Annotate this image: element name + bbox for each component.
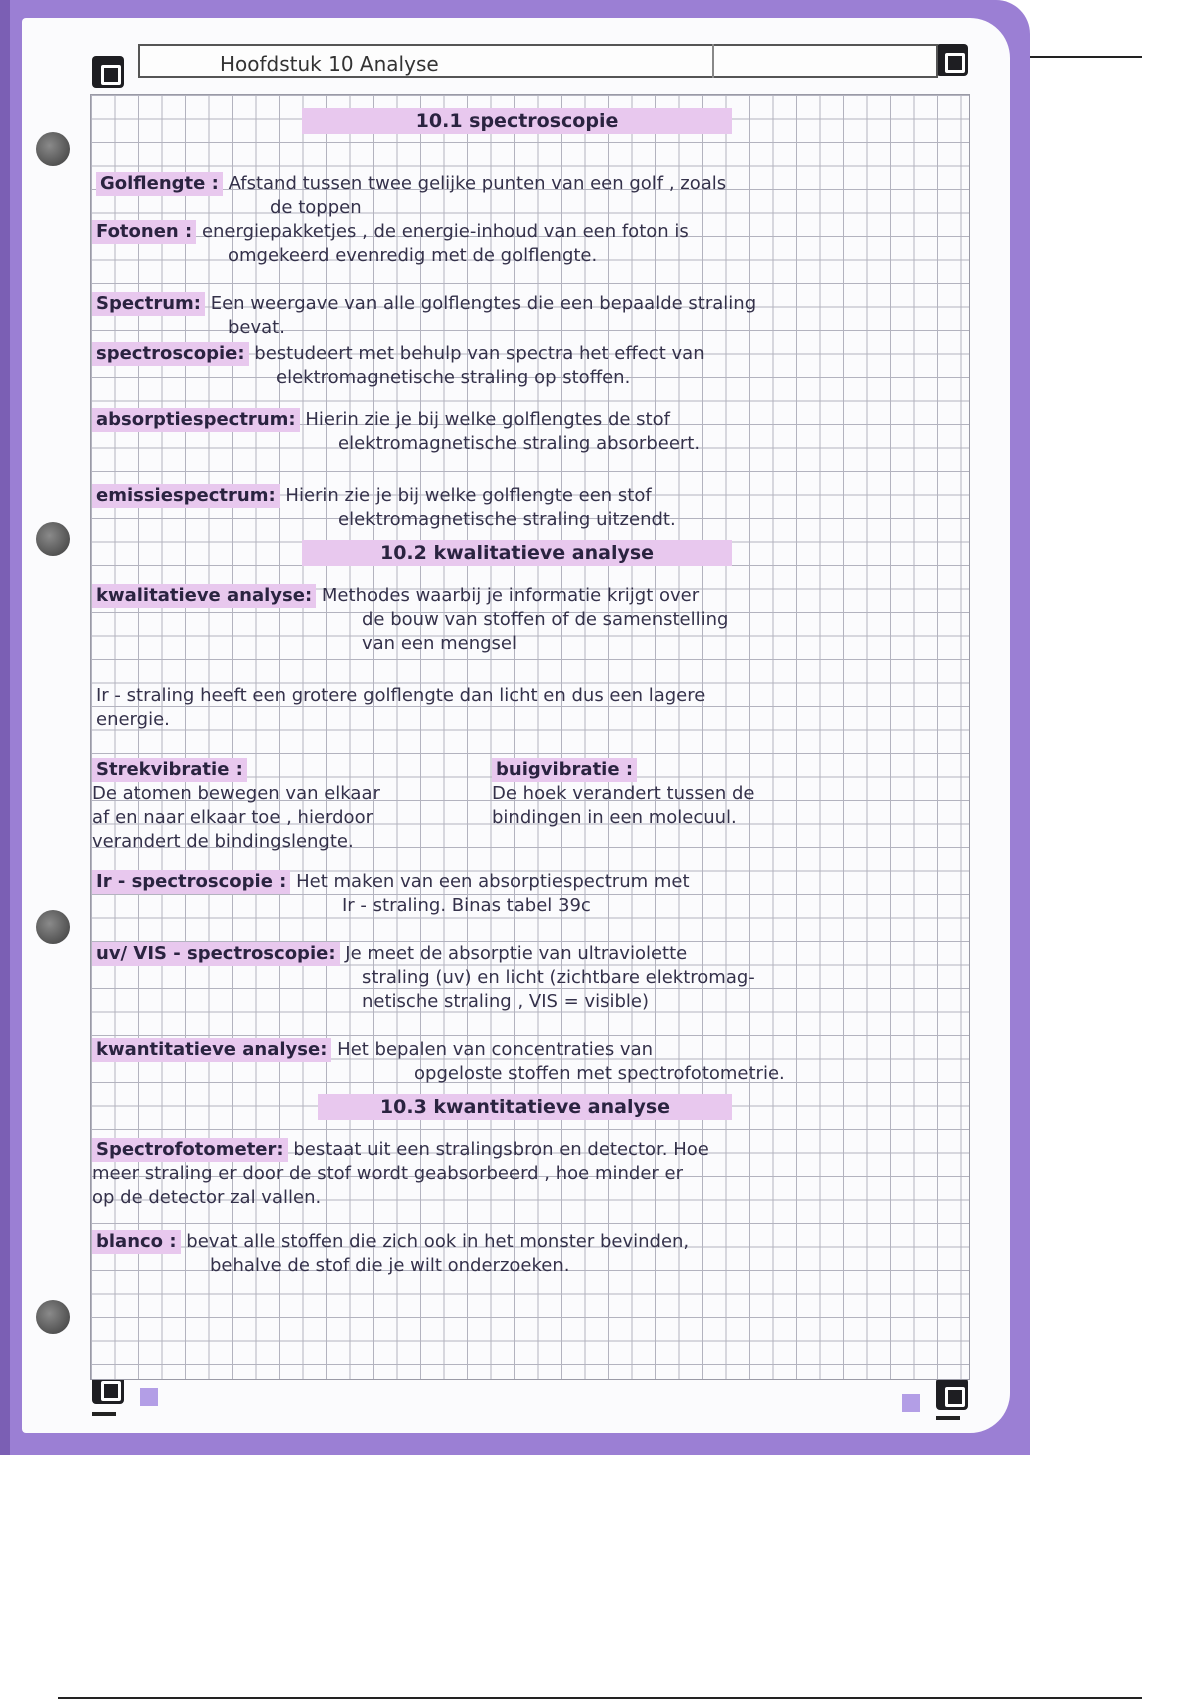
term-label: Fotonen : <box>92 220 196 244</box>
definition-text: Ir - straling. Binas tabel 39c <box>342 895 591 916</box>
punch-hole <box>36 522 70 556</box>
definition-text: netische straling , VIS = visible) <box>362 991 650 1012</box>
corner-marker-icon <box>92 56 124 88</box>
definition-text: bestaat uit een stralingsbron en detector. Hoe <box>293 1139 709 1160</box>
term-label: absorptiespectrum: <box>92 408 300 432</box>
definition-text: Een weergave van alle golflengtes die een bepaalde straling <box>210 293 757 314</box>
definition-text: energiepakketjes , de energie-inhoud van een foton is <box>201 221 689 242</box>
entry-spectrum <box>92 292 967 340</box>
definition-text: De hoek verandert tussen de <box>492 783 755 804</box>
notes-content <box>92 94 970 1380</box>
entry-ir-note <box>96 684 966 732</box>
definition-text: Hierin zie je bij welke golflengte een stof <box>285 485 652 506</box>
definition-text: Methodes waarbij je informatie krijgt over <box>321 585 700 606</box>
term-label: Spectrum: <box>92 292 205 316</box>
section-heading-spectroscopie: 10.1 spectroscopie <box>302 108 732 134</box>
definition-text: Afstand tussen twee gelijke punten van een golf , zoals <box>228 173 727 194</box>
definition-text: elektromagnetische straling op stoffen. <box>276 367 631 388</box>
definition-text: op de detector zal vallen. <box>92 1187 322 1208</box>
notebook-sheet <box>22 18 1010 1433</box>
term-label: Ir - spectroscopie : <box>92 870 290 894</box>
definition-text: omgekeerd evenredig met de golflengte. <box>228 245 598 266</box>
term-label: blanco : <box>92 1230 181 1254</box>
definition-text: Je meet de absorptie van ultraviolette <box>345 943 688 964</box>
definition-text: elektromagnetische straling uitzendt. <box>338 509 676 530</box>
entry-absorptiespectrum <box>92 408 962 456</box>
entry-emissiespectrum <box>92 484 962 532</box>
definition-text: af en naar elkaar toe , hierdoor <box>92 807 373 828</box>
top-rule <box>1030 56 1142 58</box>
entry-fotonen <box>92 220 962 268</box>
entry-strekvibratie <box>92 758 492 854</box>
entry-uv-vis-spectroscopie <box>92 942 962 1014</box>
term-label: emissiespectrum: <box>92 484 280 508</box>
term-label: uv/ VIS - spectroscopie: <box>92 942 340 966</box>
definition-text: bestudeert met behulp van spectra het effect van <box>254 343 705 364</box>
definition-text: verandert de bindingslengte. <box>92 831 354 852</box>
term-label: kwalitatieve analyse: <box>92 584 316 608</box>
term-label: Spectrofotometer: <box>92 1138 288 1162</box>
entry-ir-spectroscopie <box>92 870 962 918</box>
definition-text: De atomen bewegen van elkaar <box>92 783 380 804</box>
term-label: spectroscopie: <box>92 342 249 366</box>
definition-text: behalve de stof die je wilt onderzoeken. <box>210 1255 570 1276</box>
term-label: Golflengte : <box>96 172 223 196</box>
note-text: Ir - straling heeft een grotere golflengte dan licht en dus een lagere <box>96 685 706 706</box>
punch-hole <box>36 1300 70 1334</box>
definition-text: opgeloste stoffen met spectrofotometrie. <box>414 1063 785 1084</box>
definition-text: Het maken van een absorptiespectrum met <box>296 871 690 892</box>
note-text: energie. <box>96 709 170 730</box>
punch-hole <box>36 132 70 166</box>
dash-marker <box>936 1416 960 1420</box>
entry-spectroscopie <box>92 342 962 390</box>
definition-text: meer straling er door de stof wordt geabsorbeerd , hoe minder er <box>92 1163 684 1184</box>
definition-text: Het bepalen van concentraties van <box>337 1039 654 1060</box>
header-divider <box>712 44 714 78</box>
definition-text: bindingen in een molecuul. <box>492 807 737 828</box>
bottom-rule <box>58 1697 1142 1699</box>
dash-marker <box>92 1412 116 1416</box>
definition-text: de bouw van stoffen of de samenstelling <box>362 609 729 630</box>
corner-marker-icon <box>936 1378 968 1410</box>
definition-text: van een mengsel <box>362 633 517 654</box>
entry-kwantitatieve-analyse <box>92 1038 962 1086</box>
entry-blanco <box>92 1230 962 1278</box>
term-label: Strekvibratie : <box>92 758 247 782</box>
binder-edge <box>0 0 10 1455</box>
definition-text: elektromagnetische straling absorbeert. <box>338 433 701 454</box>
definition-text: Hierin zie je bij welke golflengtes de stof <box>305 409 670 430</box>
corner-square-icon <box>902 1394 920 1412</box>
entry-spectrofotometer <box>92 1138 962 1210</box>
definition-text: bevat alle stoffen die zich ook in het monster bevinden, <box>186 1231 690 1252</box>
definition-text: straling (uv) en licht (zichtbare elektromag- <box>362 967 755 988</box>
corner-marker-icon <box>936 44 968 76</box>
definition-text: de toppen <box>270 197 362 218</box>
entry-golflengte <box>96 172 966 220</box>
term-label: kwantitatieve analyse: <box>92 1038 331 1062</box>
term-label: buigvibratie : <box>492 758 637 782</box>
entry-buigvibratie <box>492 758 962 830</box>
punch-hole <box>36 910 70 944</box>
section-heading-kwalitatief: 10.2 kwalitatieve analyse <box>302 540 732 566</box>
definition-text: bevat. <box>228 317 285 338</box>
entry-kwalitatieve-analyse <box>92 584 962 656</box>
section-heading-kwantitatief: 10.3 kwantitatieve analyse <box>318 1094 732 1120</box>
corner-square-icon <box>140 1388 158 1406</box>
page-title: Hoofdstuk 10 Analyse <box>220 52 439 76</box>
